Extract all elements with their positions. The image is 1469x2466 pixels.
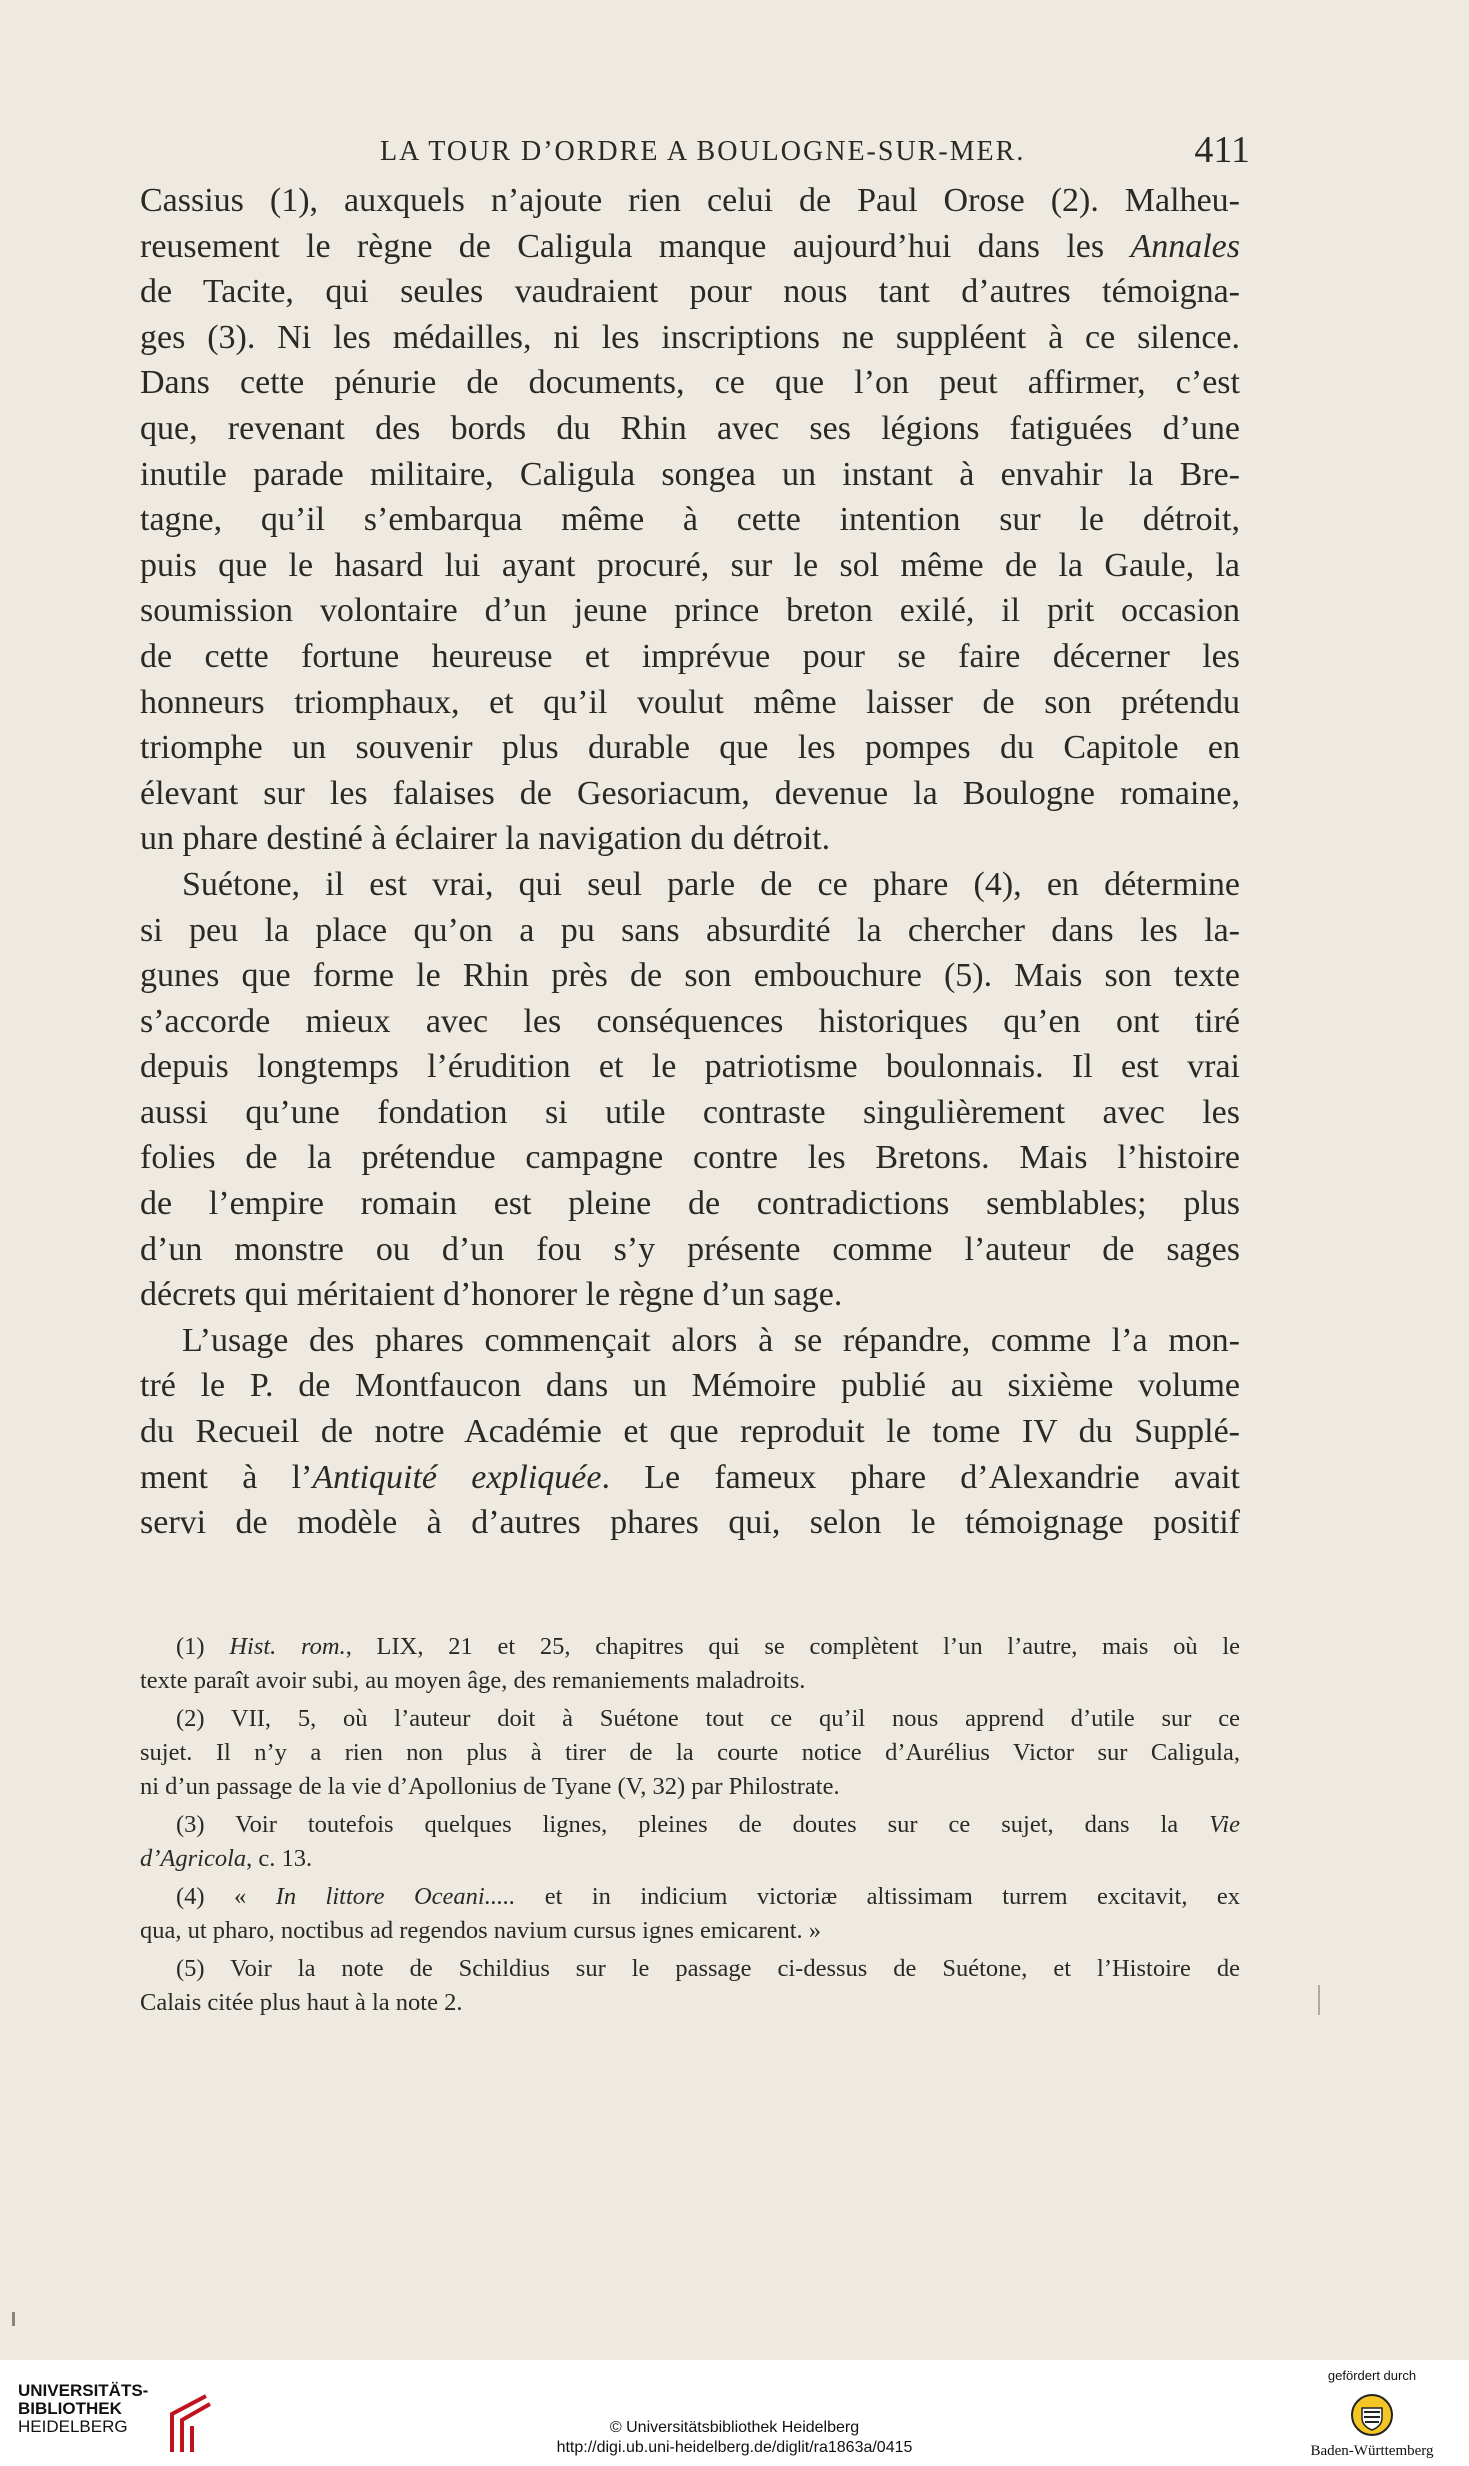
running-title: LA TOUR D’ORDRE A BOULOGNE-SUR-MER. xyxy=(380,136,1026,167)
text-line: Cassius (1), auxquels n’ajoute rien celui de Paul Orose (2). Malheu- xyxy=(140,182,1240,219)
text-line: puis que le hasard lui ayant procuré, sur le sol même de la Gaule, la xyxy=(140,546,1240,584)
scan-artifact xyxy=(1318,1985,1320,2015)
footnotes xyxy=(140,1630,1240,2024)
text-line: d’un monstre ou d’un fou s’y présente comme l’auteur de sages xyxy=(140,1230,1240,1268)
text-line: reusement le règne de Caligula manque aujourd’hui dans les Annales xyxy=(140,227,1240,265)
text-line: ges (3). Ni les médailles, ni les inscriptions ne suppléent à ce silence. xyxy=(140,318,1240,356)
page-number: 411 xyxy=(1194,129,1250,171)
text-line: L’usage des phares commençait alors à se répandre, comme l’a mon- xyxy=(182,1321,1240,1359)
text-line: honneurs triomphaux, et qu’il voulut même laisser de son prétendu xyxy=(140,683,1240,721)
text-line: tagne, qu’il s’embarqua même à cette intention sur le détroit, xyxy=(140,501,1240,539)
library-name: UNIVERSITÄTS- BIBLIOTHEK HEIDELBERG xyxy=(18,2381,149,2436)
footnote-4: (4) « In littore Oceani..... et in indicium victoriæ altissimam turrem excitavit, ex qua, ut pharo, noctibus ad regendos navium cursus ignes emicarent. » xyxy=(140,1883,1240,1944)
text-line: élevant sur les falaises de Gesoriacum, devenue la Boulogne romaine, xyxy=(140,774,1240,812)
body-text xyxy=(140,178,1240,1546)
text-line: de l’empire romain est pleine de contradictions semblables; plus xyxy=(140,1185,1240,1223)
sponsor-name: Baden-Württemberg xyxy=(1310,2443,1434,2459)
text-line: que, revenant des bords du Rhin avec ses légions fatiguées d’une xyxy=(140,409,1240,447)
running-head xyxy=(140,128,1250,178)
text-line: aussi qu’une fondation si utile contraste singulièrement avec les xyxy=(140,1093,1240,1131)
footer xyxy=(0,2360,1469,2466)
source-url[interactable]: http://digi.ub.uni-heidelberg.de/diglit/ra1863a/0415 xyxy=(556,2439,913,2456)
text-line: Suétone, il est vrai, qui seul parle de ce phare (4), en détermine xyxy=(182,865,1240,903)
text-line: de Tacite, qui seules vaudraient pour nous tant d’autres témoigna- xyxy=(140,273,1240,311)
text-line: Dans cette pénurie de documents, ce que l’on peut affirmer, c’est xyxy=(140,364,1240,402)
text-line: si peu la place qu’on a pu sans absurdité la chercher dans les la- xyxy=(140,911,1240,949)
footnote-1: (1) Hist. rom., LIX, 21 et 25, chapitres qui se complètent l’un l’autre, mais où le texte paraît avoir subi, au moyen âge, des remaniements maladroits. xyxy=(140,1633,1240,1694)
text-line: soumission volontaire d’un jeune prince breton exilé, il prit occasion xyxy=(140,592,1240,630)
text-line: triomphe un souvenir plus durable que les pompes du Capitole en xyxy=(140,729,1240,767)
crest-icon xyxy=(1349,2392,1395,2438)
text-line: de cette fortune heureuse et imprévue pour se faire décerner les xyxy=(140,637,1240,675)
text-line: gunes que forme le Rhin près de son embouchure (5). Mais son texte xyxy=(140,957,1240,995)
italic-title: Annales xyxy=(1130,227,1240,265)
sponsor-block[interactable] xyxy=(1297,2368,1447,2464)
text-line: folies de la prétendue campagne contre les Bretons. Mais l’histoire xyxy=(140,1139,1240,1177)
text-line: servi de modèle à d’autres phares qui, selon le témoignage positif xyxy=(140,1504,1240,1542)
scan-artifact xyxy=(12,2312,15,2326)
text-line: inutile parade militaire, Caligula songea un instant à envahir la Bre- xyxy=(140,455,1240,493)
footnote-3: (3) Voir toutefois quelques lignes, pleines de doutes sur ce sujet, dans la Vie d’Agricola, c. 13. xyxy=(140,1811,1240,1872)
text-line: tré le P. de Montfaucon dans un Mémoire publié au sixième volume xyxy=(140,1367,1240,1405)
footnote-5: (5) Voir la note de Schildius sur le passage ci-dessus de Suétone, et l’Histoire de Calais citée plus haut à la note 2. xyxy=(140,1955,1240,2016)
sponsor-label: gefördert durch xyxy=(1327,2368,1417,2383)
copyright-text: © Universitätsbibliothek Heidelberg xyxy=(609,2419,860,2436)
text-line: s’accorde mieux avec les conséquences historiques qu’en ont tiré xyxy=(140,1002,1240,1040)
paragraph-2 xyxy=(140,862,1240,1318)
text-line: depuis longtemps l’érudition et le patriotisme boulonnais. Il est vrai xyxy=(140,1048,1240,1086)
text-line: un phare destiné à éclairer la navigation du détroit. xyxy=(140,820,831,858)
copyright-block xyxy=(0,2418,1469,2458)
paragraph-3 xyxy=(140,1318,1240,1546)
footnote-2: (2) VII, 5, où l’auteur doit à Suétone tout ce qu’il nous apprend d’utile sur ce sujet. Il n’y a rien non plus à tirer de la courte notice d’Aurélius Victor sur Caligula, ni d’un passage de la vie d’Apollonius de Tyane (V, 32) par Philostrate. xyxy=(140,1705,1240,1800)
italic-title: Antiquité expliquée xyxy=(312,1458,602,1496)
paragraph-1 xyxy=(140,178,1240,862)
text-line: du Recueil de notre Académie et que reproduit le tome IV du Supplé- xyxy=(140,1413,1240,1451)
text-line: décrets qui méritaient d’honorer le règne d’un sage. xyxy=(140,1276,843,1314)
text-line: ment à l’Antiquité expliquée. Le fameux phare d’Alexandrie avait xyxy=(140,1458,1240,1496)
